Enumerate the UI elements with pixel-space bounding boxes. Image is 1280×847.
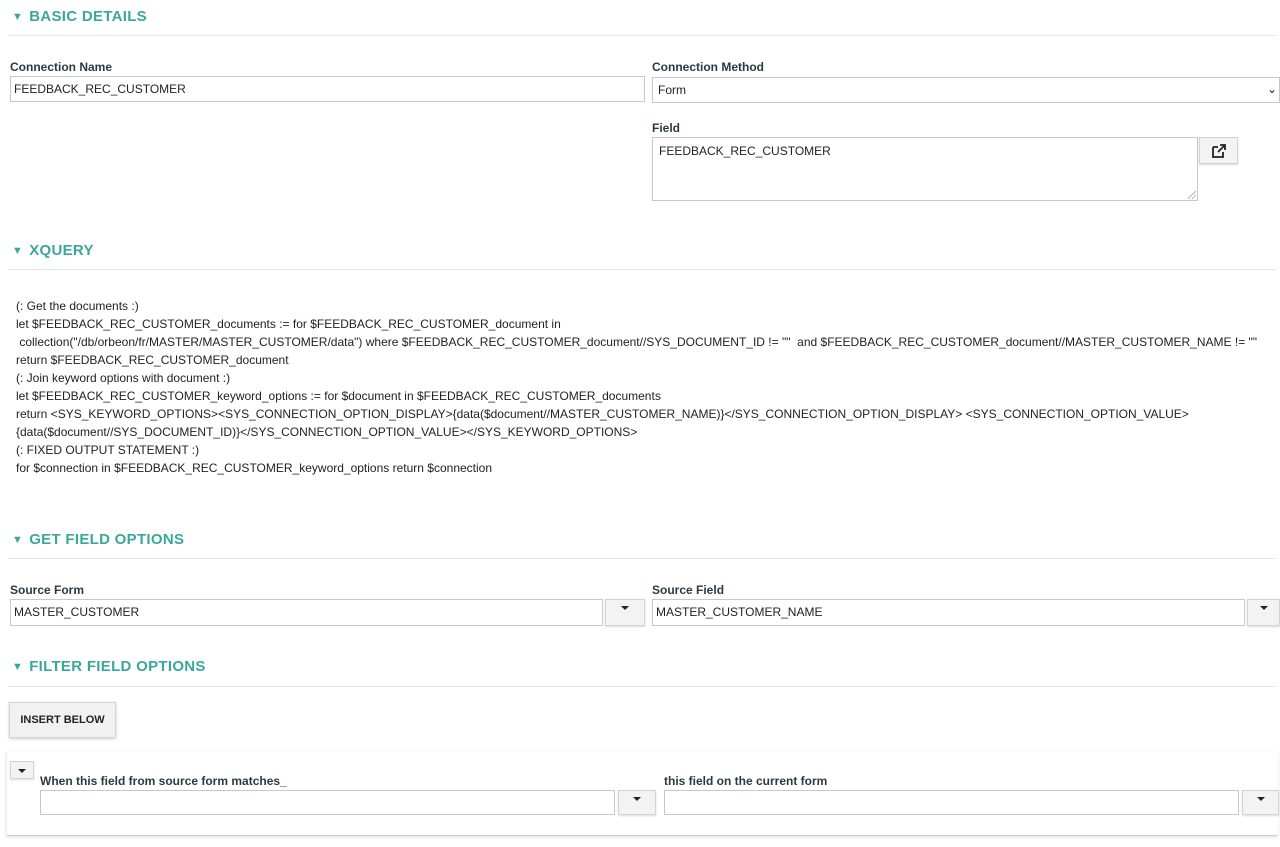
code-line: (: FIXED OUTPUT STATEMENT :) [16, 443, 200, 457]
divider [8, 35, 1276, 36]
source-field-dropdown-button[interactable] [1247, 599, 1280, 626]
connection-method-value: Form [658, 83, 686, 97]
section-header-get-field-options[interactable] [12, 531, 184, 548]
code-line: (: Get the documents :) [16, 299, 139, 313]
section-title: GET FIELD OPTIONS [29, 531, 185, 548]
caret-down-icon [1257, 797, 1265, 801]
current-form-input[interactable] [664, 790, 1239, 815]
section-header-filter-field-options[interactable] [12, 658, 206, 675]
code-line: let $FEEDBACK_REC_CUSTOMER_documents := for $FEEDBACK_REC_CUSTOMER_document in [16, 317, 561, 331]
source-form-input[interactable]: MASTER_CUSTOMER [10, 599, 603, 626]
divider [8, 686, 1276, 687]
collapse-triangle-icon: ▼ [12, 533, 24, 546]
connection-name-input[interactable]: FEEDBACK_REC_CUSTOMER [10, 76, 645, 102]
row-menu-button[interactable] [10, 761, 34, 779]
section-header-basic-details[interactable] [12, 8, 147, 25]
code-line: let $FEEDBACK_REC_CUSTOMER_keyword_options := for $document in $FEEDBACK_REC_CUSTOMER_documents [16, 389, 661, 403]
section-header-xquery[interactable] [12, 242, 94, 259]
collapse-triangle-icon: ▼ [12, 10, 24, 23]
source-form-dropdown-button[interactable] [605, 599, 645, 626]
code-line: return <SYS_KEYWORD_OPTIONS><SYS_CONNECTION_OPTION_DISPLAY>{data($document//MASTER_CUSTOMER_NAME)}</SYS_CONNECTION_OPTION_DISPLAY> <SYS_CONNECTION_OPTION_VALUE> [16, 407, 1189, 421]
source-form-label: Source Form [10, 583, 85, 597]
open-field-button[interactable] [1199, 137, 1238, 164]
caret-down-icon [1260, 606, 1268, 610]
caret-down-icon [633, 797, 641, 801]
code-line: {data($document//SYS_DOCUMENT_ID)}</SYS_CONNECTION_OPTION_VALUE></SYS_KEYWORD_OPTIONS> [16, 425, 638, 439]
resize-handle-icon[interactable] [1188, 191, 1196, 199]
connection-method-label: Connection Method [652, 60, 764, 74]
divider [8, 558, 1276, 559]
section-title: FILTER FIELD OPTIONS [29, 658, 206, 675]
section-title: BASIC DETAILS [29, 8, 147, 25]
code-line: return $FEEDBACK_REC_CUSTOMER_document [16, 353, 289, 367]
source-field-input[interactable]: MASTER_CUSTOMER_NAME [652, 599, 1245, 626]
current-form-label: this field on the current form [664, 774, 828, 788]
field-value: FEEDBACK_REC_CUSTOMER [659, 144, 831, 158]
source-match-dropdown-button[interactable] [618, 790, 656, 815]
xquery-editor[interactable] [16, 297, 1266, 477]
collapse-triangle-icon: ▼ [12, 660, 24, 673]
field-label: Field [652, 121, 681, 135]
code-line: for $connection in $FEEDBACK_REC_CUSTOMER_keyword_options return $connection [16, 461, 493, 475]
source-match-label: When this field from source form matches_ [40, 774, 287, 788]
caret-down-icon [18, 769, 26, 773]
divider [8, 269, 1276, 270]
insert-below-button[interactable]: INSERT BELOW [9, 702, 116, 738]
current-form-dropdown-button[interactable] [1242, 790, 1279, 815]
external-link-icon [1211, 143, 1227, 159]
field-textarea[interactable] [652, 137, 1198, 201]
connection-name-label: Connection Name [10, 60, 113, 74]
chevron-down-icon: ⌄ [1266, 82, 1277, 96]
connection-method-select[interactable] [652, 77, 1280, 103]
section-title: XQUERY [29, 242, 94, 259]
caret-down-icon [621, 606, 629, 610]
source-match-input[interactable] [40, 790, 615, 815]
code-line: (: Join keyword options with document :) [16, 371, 231, 385]
source-field-label: Source Field [652, 583, 725, 597]
code-line: collection("/db/orbeon/fr/MASTER/MASTER_CUSTOMER/data") where $FEEDBACK_REC_CUSTOMER_document//SYS_DOCUMENT_ID != "" and $FEEDBACK_REC_CUSTOMER_document//MASTER_CUSTOMER_NAME != "" [16, 335, 1258, 349]
collapse-triangle-icon: ▼ [12, 244, 24, 257]
